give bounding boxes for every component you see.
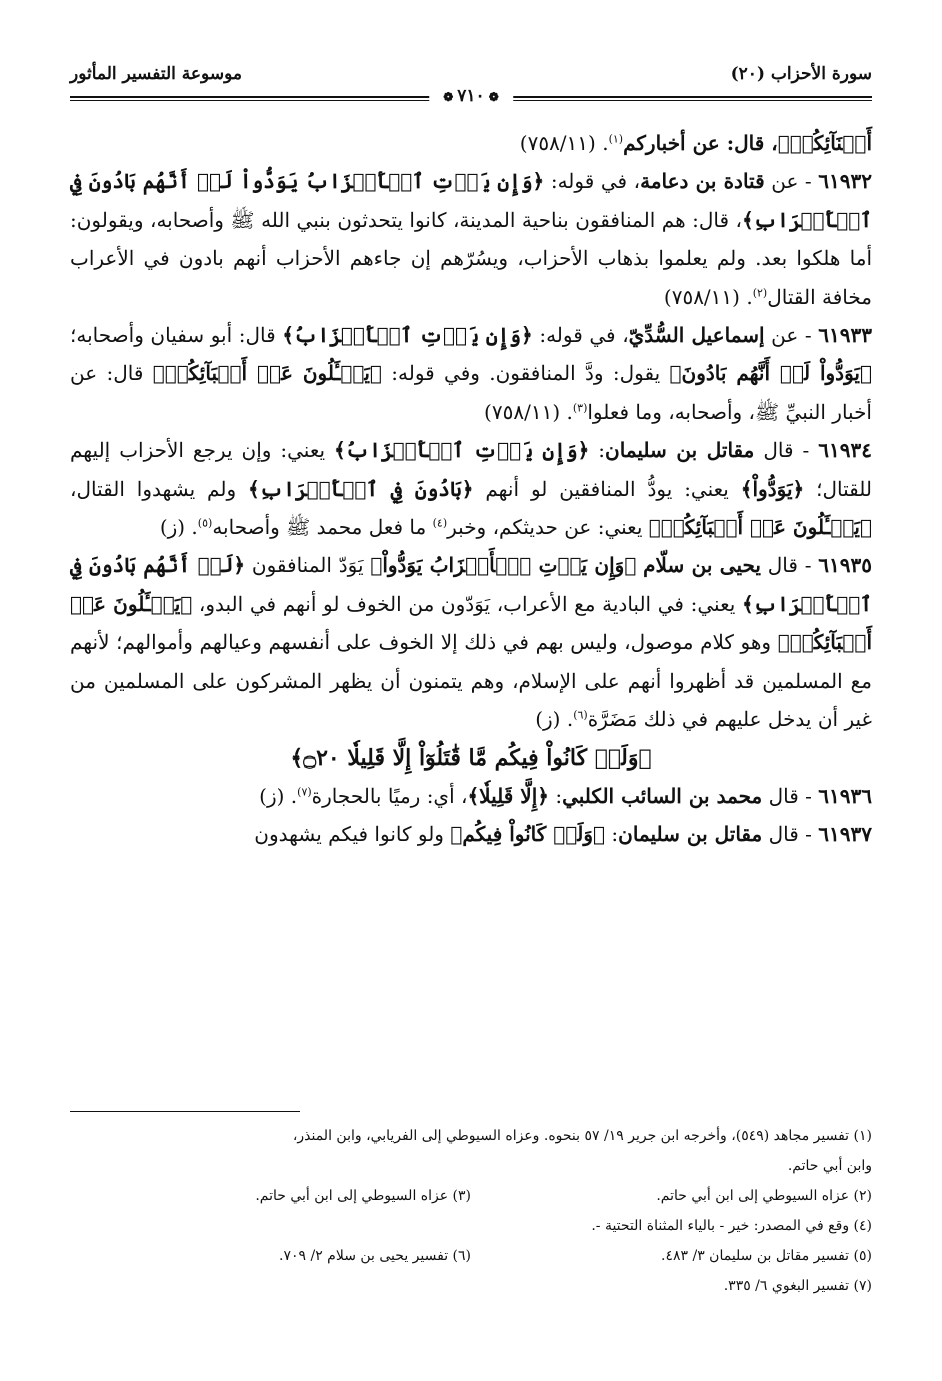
footnote-1: (١) تفسير مجاهد (٥٤٩)، وأخرجه ابن جرير ١٩/ ٥٧ بنحوه. وعزاه السيوطي إلى الفريابي، وابن المنذر،: [292, 1128, 872, 1144]
entry-61937: [70, 815, 872, 853]
volume-ref: . (٧٥٨/١١): [663, 284, 753, 309]
footnote-ref[interactable]: (٣): [572, 401, 588, 415]
footnotes: [70, 1121, 872, 1301]
entry-text: قال: أبو سفيان وأصحابه؛: [70, 323, 283, 348]
entry-text: :: [548, 783, 563, 808]
entry-text: ، في قوله:: [544, 169, 641, 194]
footnote-ref[interactable]: (٥): [197, 516, 213, 530]
entry-text: يعني: في البادية مع الأعراب، يَوَدّون من الخوف لو أنهم في البدو،: [192, 591, 742, 616]
footnote-7: (٧) تفسير البغوي ٦/ ٣٣٥.: [723, 1278, 872, 1294]
entry-text: - قال: [762, 783, 819, 808]
entry-text: - قال: [762, 822, 819, 847]
quran-quote: ﴿وَإِن يَأۡتِ ٱلۡأَحۡزَابُ﴾: [334, 438, 590, 463]
footnote-separator: [70, 1111, 300, 1112]
narrator-name: مقاتل بن سليمان: [618, 822, 763, 847]
entry-text: ما فعل محمد ﷺ وأصحابه: [212, 515, 433, 540]
entry-text: - قال: [754, 438, 819, 463]
footnote-ref[interactable]: (١): [608, 132, 624, 146]
entry-text: ، قال: هم المنافقون بناحية المدينة، كانوا يتحدثون بنبي الله ﷺ وأصحابه، ويقولون: أما هلكوا بعد. ولم يعلموا بذهاب الأحزاب، ويسُرّهم إن جاءهم الأحزاب أنهم بادون في الأعراب مخافة القتال: [70, 207, 872, 309]
footnote-4: (٤) وقع في المصدر: خير - بالياء المثناة التحتية -.: [591, 1218, 872, 1234]
entry-text: ، أي: رميًا بالحجارة: [311, 783, 468, 808]
footnote-ref[interactable]: (٦): [573, 708, 588, 722]
entry-61934: [70, 431, 872, 546]
page-number: ٧١٠: [457, 86, 485, 106]
entry-text: ولم يشهدوا القتال،: [70, 476, 249, 501]
entry-number: ٦١٩٣٤: [818, 438, 872, 463]
main-text: [70, 124, 872, 854]
entry-61936: [70, 777, 872, 815]
entry-number: ٦١٩٣٧: [818, 822, 872, 847]
entry-number: ٦١٩٣٥: [818, 553, 873, 578]
narrator-name: إسماعيل السُّدِّيّ: [628, 323, 765, 348]
ornament-icon: ❁: [443, 90, 454, 104]
narrator-name: قتادة بن دعامة: [640, 169, 765, 194]
quran-quote: ﴿يَسۡـَٔلُونَ عَنۡ أَنۢبَآئِكُمۡ﴾: [70, 591, 872, 655]
narrator-name: مقاتل بن سليمان: [605, 438, 755, 463]
entry-number: ٦١٩٣٢: [818, 169, 872, 194]
footnote-6: (٦) تفسير يحيى بن سلام ٢/ ٧٠٩.: [279, 1248, 471, 1264]
source-marker: . (ز): [259, 783, 298, 808]
footnote-ref[interactable]: (٧): [297, 785, 312, 799]
ornament-icon: ❁: [488, 90, 499, 104]
footnote-2: (٢) عزاه السيوطي إلى ابن أبي حاتم.: [656, 1188, 872, 1204]
entry-number: ٦١٩٣٣: [818, 323, 872, 348]
volume-ref: . (٧٥٨/١١): [519, 131, 609, 155]
entry-text: - قال: [760, 553, 819, 578]
book-title: موسوعة التفسير المأثور: [70, 64, 242, 84]
quran-quote: ﴿بَادُونَ فِي ٱلۡأَعۡرَابِ﴾: [248, 476, 474, 501]
source-marker: . (ز): [535, 707, 574, 732]
entry-61933: [70, 316, 872, 431]
footnote-5: (٥) تفسير مقاتل بن سليمان ٣/ ٤٨٣.: [661, 1248, 872, 1264]
verse-heading: ﴿وَلَوۡ كَانُواْ فِيكُم مَّا قَٰتَلُوٓاْ إِلَّا قَلِيلٗا ۝٢٠﴾: [290, 744, 652, 771]
page-number-box: [429, 86, 513, 106]
quran-quote: ﴿وَإِن يَأۡتِ ٱلۡأَحۡزَابُ يَوَدُّواْ لَوۡ أَنَّهُم بَادُونَ فِي ٱلۡأَعۡرَابِ﴾: [70, 169, 872, 232]
footnote-row: [70, 1181, 872, 1211]
quran-quote: ﴿يَسۡـَٔلُونَ عَنۡ أَنۢبَآئِكُمۡ﴾: [152, 361, 382, 386]
entry-text: يعني: يودُّ المنافقين لو أنهم: [473, 476, 741, 501]
entry-61932: [70, 162, 872, 316]
source-marker: . (ز): [159, 515, 198, 540]
footnote-3: (٣) عزاه السيوطي إلى ابن أبي حاتم.: [255, 1188, 471, 1204]
entry-text: ولو كانوا فيكم يشهدون: [254, 822, 451, 847]
quran-quote: ﴿يَوَدُّواْ﴾: [740, 476, 805, 501]
narrator-name: محمد بن السائب الكلبي: [562, 783, 763, 808]
quran-quote: ﴿إِلَّا قَلِيلٗا﴾: [467, 783, 549, 808]
footnote-ref[interactable]: (٤): [432, 516, 448, 530]
entry-text: يعني: وإن يرجع الأحزاب إليهم للقتال؛: [70, 438, 873, 501]
footnote-row: [70, 1241, 872, 1271]
entry-text: - عن: [764, 323, 819, 348]
entry-text: قال: عن أخبار النبيِّ ﷺ، وأصحابه، وما فعلوا: [70, 361, 872, 424]
footnote-ref[interactable]: (٢): [752, 285, 768, 299]
footnote-1-cont: وابن أبي حاتم.: [787, 1158, 872, 1174]
entry-continuation: [70, 124, 872, 162]
page-header: [70, 62, 872, 112]
narrator-name: يحيى بن سلّام: [643, 553, 761, 578]
quran-quote: أَبۢنَآئِكُمۡ﴾، قال: عن أخباركم: [623, 131, 872, 155]
quran-quote: ﴿وَإِن يَأۡتِ ٱلۡأَحۡزَابُ﴾: [282, 323, 533, 348]
entry-text: :: [605, 822, 619, 847]
entry-text: وهو كلام موصول، وليس بهم في ذلك إلا الخوف على أنفسهم وعيالهم وأموالهم؛ لأنهم مع المسلمين قد أظهروا أنهم على الإسلام، وهم يتمنون أن يظهر المشركون على المسلمين من غير أن يدخل عليهم في ذلك مَضَرَّة: [70, 630, 872, 732]
entry-text: ، في قوله:: [532, 323, 629, 348]
book-page: [70, 0, 872, 1381]
quran-quote: ﴿يَوَدُّواْ لَوۡ أَنَّهُم بَادُونَ﴾: [669, 361, 872, 386]
quran-quote: ﴿وَلَوۡ كَانُواْ فِيكُم﴾: [450, 822, 606, 847]
entry-text: يَوَدّ المنافقون: [245, 553, 371, 578]
quran-quote: ﴿وَإِن يَأۡتِ ٱلۡأَحۡزَابُ يَوَدُّواْ﴾: [370, 553, 637, 578]
entry-61935: [70, 546, 872, 738]
entry-text: يقول: ودَّ المنافقون. وفي قوله:: [381, 361, 670, 386]
entry-number: ٦١٩٣٦: [818, 783, 872, 808]
entry-text: :: [589, 438, 606, 463]
quran-quote: ﴿يَسۡـَٔلُونَ عَنۡ أَنۢبَآئِكُمۡ﴾: [648, 515, 872, 540]
surah-title: سورة الأحزاب (٢٠): [730, 64, 872, 84]
volume-ref: . (٧٥٨/١١): [484, 399, 573, 424]
entry-text: - عن: [764, 169, 819, 194]
quran-quote: ﴿لَوۡ أَنَّهُم بَادُونَ فِي ٱلۡأَعۡرَابِ﴾: [70, 553, 872, 616]
entry-text: يعني: عن حديثكم، وخبر: [447, 515, 649, 540]
